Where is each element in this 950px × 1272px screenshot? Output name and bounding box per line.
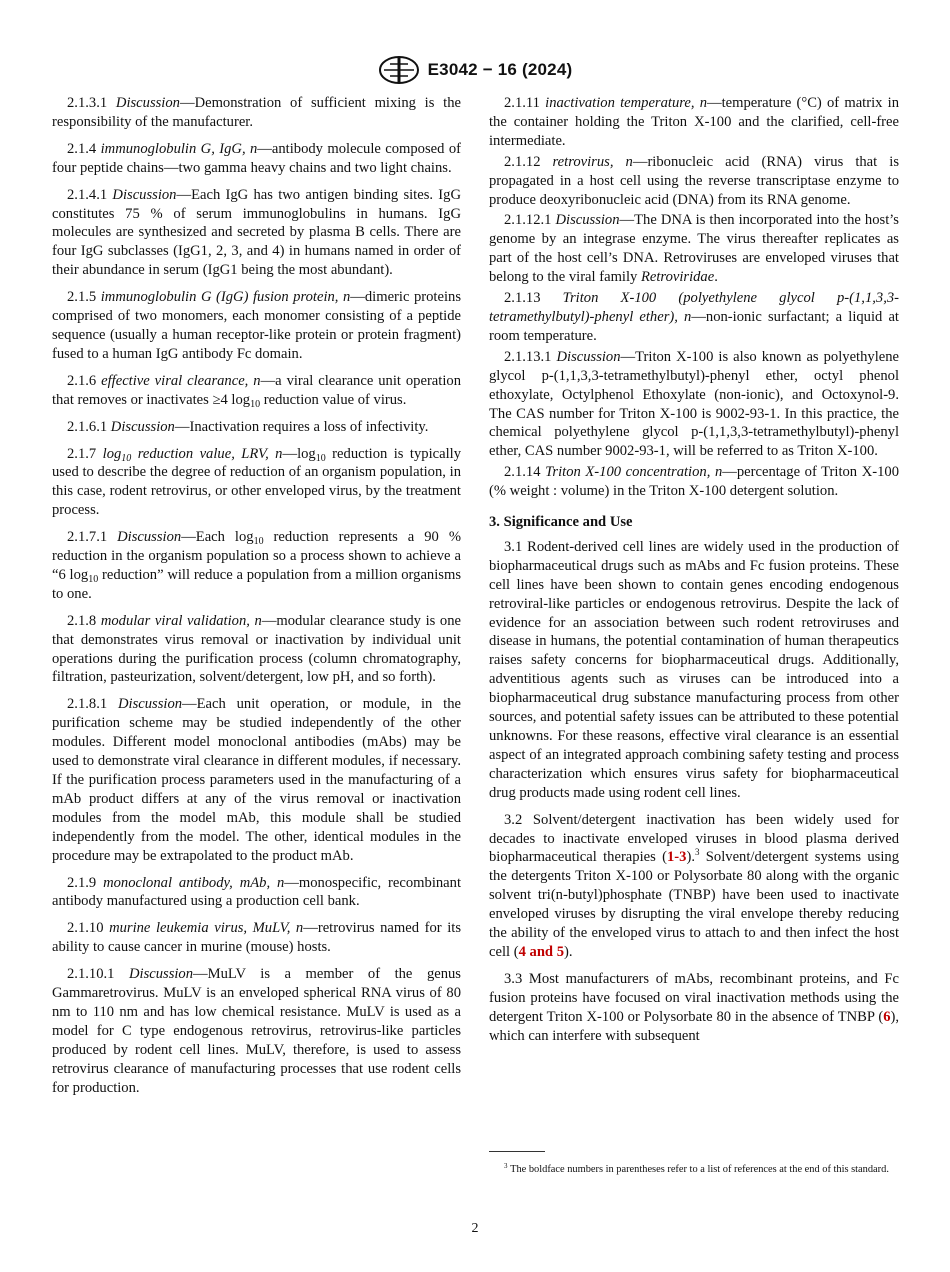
para-2-1-8-1: 2.1.8.1 Discussion—Each unit operation, or module, in the purification scheme may be studied independently of the other modules. Different model monoclonal antibodies (mAbs) may be used to demonstrate viral clearance in different modules, if necessary. If the purification process parameters used in the manufacturing of a mAb product differs at any of the virus removal or inactivation modules from the model mAb, this module shall be studied independently from the model. The other, identical modules in the procedure may be extrapolated to the product mAb. <box>52 696 462 864</box>
reference-link[interactable]: 1-3 <box>666 849 687 866</box>
para-2-1-13: 2.1.13 Triton X-100 (polyethylene glycol p-(1,1,3,3-tetramethylbutyl)-phenyl ether), n—non-ionic surfactant; a liquid at room temperature. <box>489 290 900 344</box>
reference-link[interactable]: 4 and 5 <box>518 943 564 960</box>
para-2-1-10: 2.1.10 murine leukemia virus, MuLV, n—retrovirus named for its ability to cause cancer in murine (mouse) hosts. <box>52 920 461 956</box>
para-2-1-6: 2.1.6 effective viral clearance, n—a viral clearance unit operation that removes or inactivates ≥4 $\log_{10}$ reduction value of virus. <box>52 372 461 410</box>
para-2-1-6-1: 2.1.6.1 Discussion—Inactivation requires a loss of infectivity. <box>67 418 429 435</box>
para-2-1-7: 2.1.7 $\log_{10}$ reduction value, LRV, $n—\log_{10}$ reduction is typically used to describe the degree of reduction of an organism population, in this case, rodent retrovirus, or other enveloped virus, by the treatment process. <box>52 445 461 519</box>
left-column <box>52 94 461 1106</box>
para-2-1-4-1: 2.1.4.1 Discussion—Each IgG has two antigen binding sites. IgG constitutes 75 % of serum immunoglobulins in humans. IgG molecules are synthesized and secreted by plasma B cells. There are four IgG subclasses (IgG1, 2, 3, and 4) in humans named in order of their abundance in serum (IgG1 being the most abundant). <box>52 186 461 279</box>
para-2-1-10-1: 2.1.10.1 Discussion—MuLV is a member of the genus Gammaretrovirus. MuLV is an enveloped spherical RNA virus of 80 nm to 110 nm and has low chemical resistance. MuLV is used as a model for C type endogenous retrovirus, retrovirus-like particles produced by rodent cell lines. MuLV, therefore, is used to assess retrovirus clearance of manufacturing processes that use rodent cells for production. <box>52 966 461 1096</box>
section-3-heading: 3. Significance and Use <box>489 514 633 531</box>
footnote-divider <box>489 1151 545 1152</box>
para-2-1-7-1: 2.1.7.1 Discussion—Each $\log_{10}$ reduction represents a 90 % reduction in the organism population so a process shown to achieve a “6 $\log_{10}$ reduction” will reduce a population from a million organisms to one. <box>52 529 461 602</box>
para-2-1-13-1: 2.1.13.1 Discussion—Triton X-100 is also known as polyethylene glycol p-(1,1,3,3-tetramethylbutyl)-phenyl ether, octyl phenol ethoxylate, Octylphenol Ethoxylate (non-ionic), and Octoxynol-9. The CAS number for Triton X-100 is 9002-93-1. In this practice, the chemical polyethylene glycol p-(1,1,3,3-tetramethylbutyl)-phenyl ether, CAS number 9002-93-1, will be referred to as Triton X-100. <box>489 348 899 460</box>
right-column <box>489 94 899 1054</box>
para-2-1-3-1: 2.1.3.1 Discussion—Demonstration of sufficient mixing is the responsibility of the manufacturer. <box>52 95 461 130</box>
reference-link[interactable]: 6 <box>883 1008 891 1025</box>
footnote-marker[interactable]: 3 <box>694 847 700 858</box>
para-2-1-12: 2.1.12 retrovirus, n—ribonucleic acid (RNA) virus that is propagated in a host cell using the reverse transcriptase enzyme to produce deoxyribonucleic acid (DNA) from its RNA genome. <box>489 153 899 208</box>
para-2-1-12-1: 2.1.12.1 Discussion—The DNA is then incorporated into the host’s genome by an integrase enzyme. The virus thereafter replicates as part of the host cell’s DNA. Retroviruses are enveloped viruses that belong to the viral family Retroviridae. <box>489 212 899 286</box>
para-3-2: 3.2 Solvent/detergent inactivation has been widely used for decades to inactivate enveloped viruses in blood plasma derived biopharmaceutical therapies (1-3).$^3$ Solvent/detergent systems using the detergents Triton X-100 or Polysorbate 80 along with the organic solvent tri(n-butyl)phosphate (TNBP) have been used to inactivate enveloped viruses by disrupting the viral envelope thereby reducing the ability of the enveloped virus to attach to and then infect the host cell (4 and 5). <box>489 811 899 960</box>
page-header <box>0 55 950 85</box>
para-3-3: 3.3 Most manufacturers of mAbs, recombinant proteins, and Fc fusion proteins have focused on viral inactivation methods using the detergent Triton X-100 or Polysorbate 80 in the absence of TNBP (6), which can interfere with subsequent <box>489 970 899 1044</box>
document-code: E3042 − 16 (2024) <box>427 60 573 79</box>
para-2-1-8: 2.1.8 modular viral validation, n—modular clearance study is one that demonstrates virus removal or inactivation by individual unit operations during the purification process (column chromatography, filtration, pasteurization, solvent/detergent, low pH, and so forth). <box>52 612 461 686</box>
para-2-1-4: 2.1.4 immunoglobulin G, IgG, n—antibody molecule composed of four peptide chains—two gamma heavy chains and two light chains. <box>52 140 461 176</box>
para-3-1: 3.1 Rodent-derived cell lines are widely used in the production of biopharmaceutical drugs such as mAbs and Fc fusion proteins. These cell lines have been shown to contain genes encoding endogenous retroviral-like particles or endogenous retrovirus. Despite the lack of evidence for an association between such rodent retroviruses and disease in humans, the potential contamination of human therapeutics raises safety concerns for biopharmaceutical drugs. Additionally, adventitious agents such as viruses can be introduced into a biopharmaceutical drug substance manufacturing process from other sources, and potential safety issues can be attributed to these potential unknowns. For these reasons, effective viral clearance is an essential aspect of an integrated approach combining safety testing and process characterization which ensures virus safety for biopharmaceutical drug products made using rodent cell lines. <box>489 538 899 801</box>
astm-logo-icon <box>378 55 420 85</box>
para-2-1-9: 2.1.9 monoclonal antibody, mAb, n—monospecific, recombinant antibody manufactured using a production cell bank. <box>52 874 461 910</box>
page-number: 2 <box>471 1221 479 1236</box>
para-2-1-11: 2.1.11 inactivation temperature, n—temperature (°C) of matrix in the container holding the Triton X-100 and the clarified, cell-free intermediate. <box>489 95 899 149</box>
footnote: $^3$ The boldface numbers in parentheses refer to a list of references at the end of this standard. <box>504 1162 889 1175</box>
para-2-1-14: 2.1.14 Triton X-100 concentration, n—percentage of Triton X-100 (% weight : volume) in the Triton X-100 detergent solution. <box>489 464 899 500</box>
para-2-1-5: 2.1.5 immunoglobulin G (IgG) fusion protein, n—dimeric proteins comprised of two monomers, each monomer consisting of a peptide sequence (usually a human receptor-like protein or protein fragment) fused to a human IgG antibody Fc domain. <box>52 289 461 362</box>
